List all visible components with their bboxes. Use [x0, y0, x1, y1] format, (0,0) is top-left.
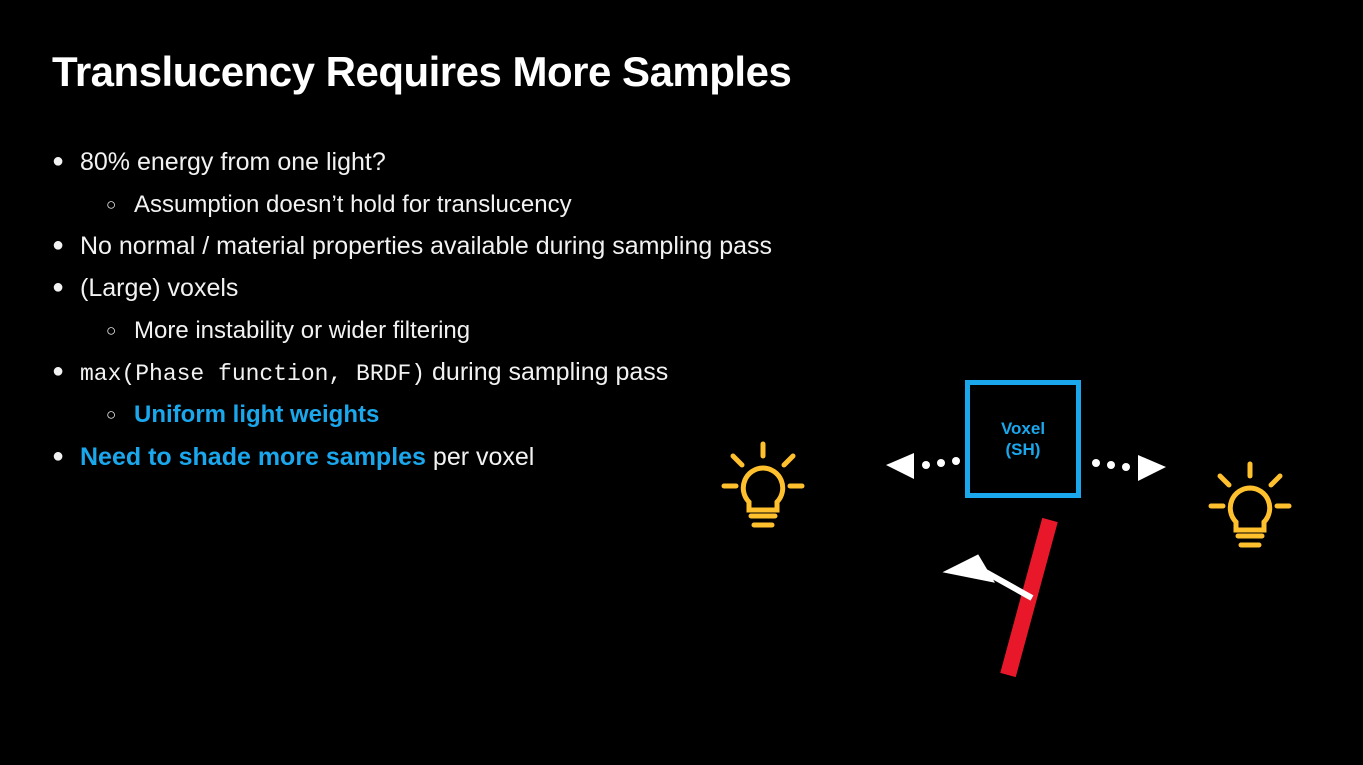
list-item-text — [80, 232, 932, 262]
bullet-marker-icon: ○ — [106, 320, 117, 340]
list-item-text — [80, 148, 932, 178]
list-item — [52, 232, 932, 262]
list-item-text — [134, 317, 932, 345]
text-run: during sampling pass — [425, 358, 669, 387]
voxel-lighting-diagram — [700, 355, 1340, 705]
list-item — [52, 274, 932, 304]
dotted-arrow-right-icon — [1088, 445, 1174, 490]
light-bulb-icon — [1205, 460, 1295, 565]
text-run: Assumption doesn’t hold for translucency — [134, 190, 572, 218]
list-item — [52, 148, 932, 178]
list-item — [106, 317, 932, 345]
voxel-label-line1: Voxel — [1000, 418, 1046, 438]
bullet-marker-icon: ● — [52, 444, 65, 467]
text-run: No normal / material properties available during sampling pass — [80, 231, 773, 260]
white-view-arrow-icon — [932, 550, 1042, 625]
text-run: per voxel — [425, 442, 535, 471]
page-title: Translucency Requires More Samples — [52, 48, 792, 95]
bullet-marker-icon: ○ — [106, 405, 117, 425]
list-item-text — [134, 191, 932, 219]
list-item — [106, 191, 932, 219]
text-run: (Large) voxels — [80, 274, 239, 303]
bullet-marker-icon: ● — [52, 150, 65, 172]
highlight-run: Need to shade more samples — [80, 442, 426, 471]
bullet-marker-icon: ○ — [106, 194, 117, 214]
voxel-label-line2: (SH) — [1005, 440, 1041, 459]
voxel-box — [965, 380, 1081, 498]
text-run: More instability or wider filtering — [134, 316, 471, 344]
dotted-arrow-left-icon — [878, 443, 964, 488]
bullet-marker-icon: ● — [52, 276, 65, 299]
bullet-marker-icon: ● — [52, 360, 65, 383]
list-item-text — [80, 274, 932, 304]
bullet-marker-icon: ● — [52, 233, 65, 256]
text-run: 80% energy from one light? — [80, 148, 386, 176]
light-bulb-icon — [718, 440, 808, 545]
highlight-run: Uniform light weights — [134, 401, 380, 429]
code-run: max(Phase function, BRDF) — [80, 361, 426, 388]
